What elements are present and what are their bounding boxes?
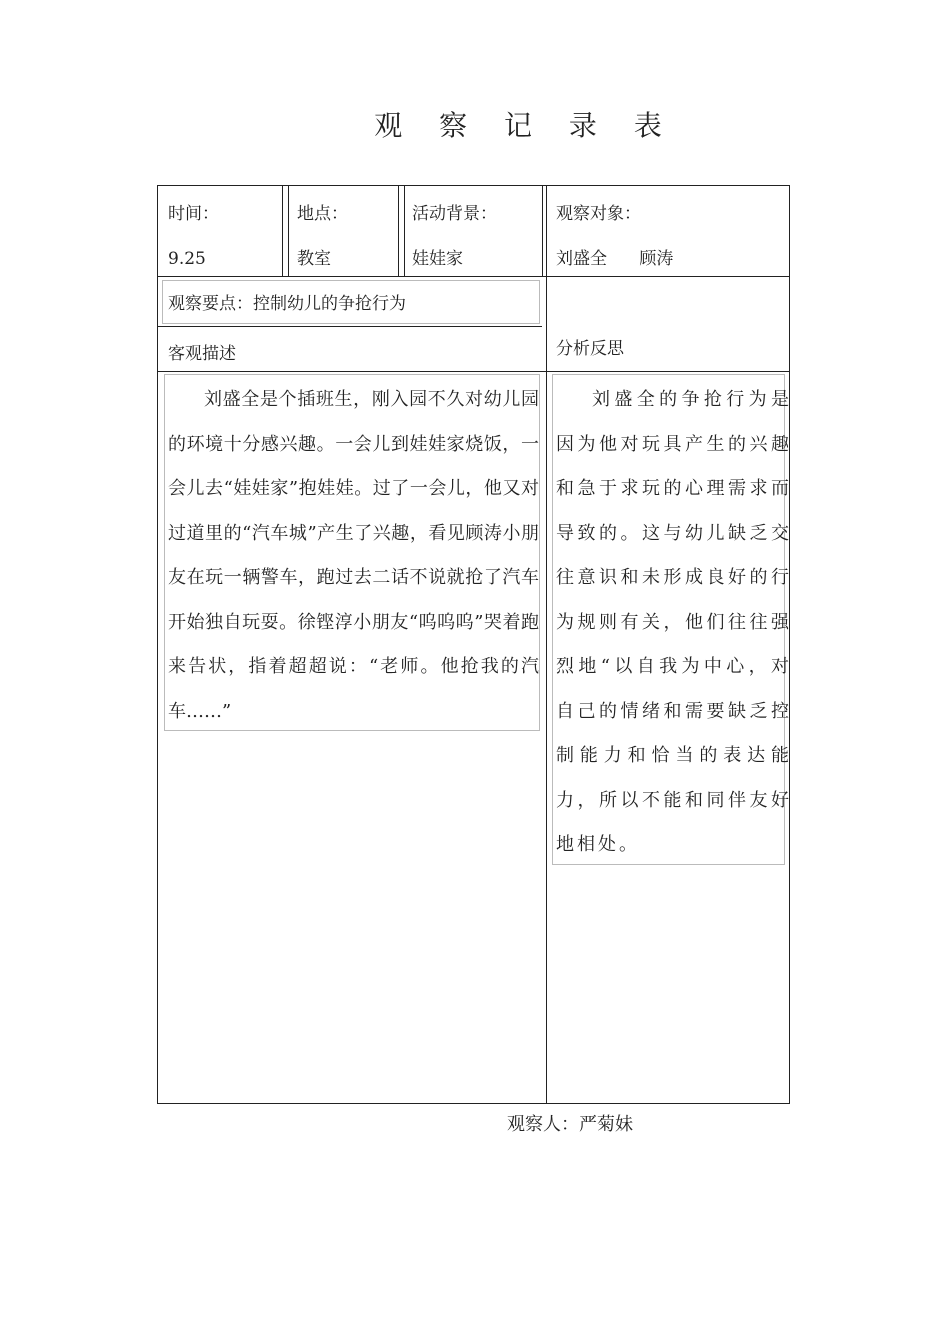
time-label: 时间： (168, 204, 219, 224)
analysis-heading: 分析反思 (556, 339, 624, 359)
place-label: 地点： (297, 204, 348, 224)
objective-paragraph: 刘盛全是个插班生，刚入园不久对幼儿园的环境十分感兴趣。一会儿到娃娃家烧饭，一会儿去“娃娃家”抱娃娃。过了一会儿，他又对过道里的“汽车城”产生了兴趣，看见顾涛小朋友在玩一辆警车，跑过去二话不说就抢了汽车开始独自玩耍。徐铿淳小朋友“呜呜呜”哭着跑来告状，指着超超说：“老师。他抢我的汽车……” (168, 389, 539, 722)
header-divider-1b (288, 186, 289, 276)
column-divider-double (542, 186, 543, 276)
subject-value: 刘盛全 顾涛 (556, 249, 674, 269)
subject-label: 观察对象： (556, 204, 641, 224)
place-value: 教室 (297, 249, 331, 269)
analysis-reflection (556, 378, 792, 868)
analysis-paragraph: 刘盛全的争抢行为是因为他对玩具产生的兴趣和急于求玩的心理需求而导致的。这与幼儿缺乏交往意识和未形成良好的行为规则有关，他们往往强烈地“以自我为中心，对自己的情绪和需要缺乏控制能力和恰当的表达能力，所以不能和同伴友好地相处。 (556, 389, 792, 855)
observer-signature: 观察人：严菊妹 (507, 1114, 633, 1135)
column-divider (546, 186, 547, 1104)
header-bottom-line (158, 276, 789, 277)
header-divider-2b (404, 186, 405, 276)
objective-description (168, 378, 539, 734)
background-label: 活动背景： (412, 204, 497, 224)
background-value: 娃娃家 (412, 249, 463, 269)
observation-table (157, 185, 790, 1104)
page-title: 观 察 记 录 表 (374, 109, 676, 142)
objective-heading: 客观描述 (168, 344, 236, 364)
header-divider-1 (282, 186, 283, 276)
observation-focus: 观察要点：控制幼儿的争抢行为 (168, 294, 406, 314)
time-value: 9.25 (168, 249, 206, 269)
focus-bottom-line (158, 326, 542, 327)
heading-bottom-line (158, 371, 789, 372)
header-divider-2 (398, 186, 399, 276)
